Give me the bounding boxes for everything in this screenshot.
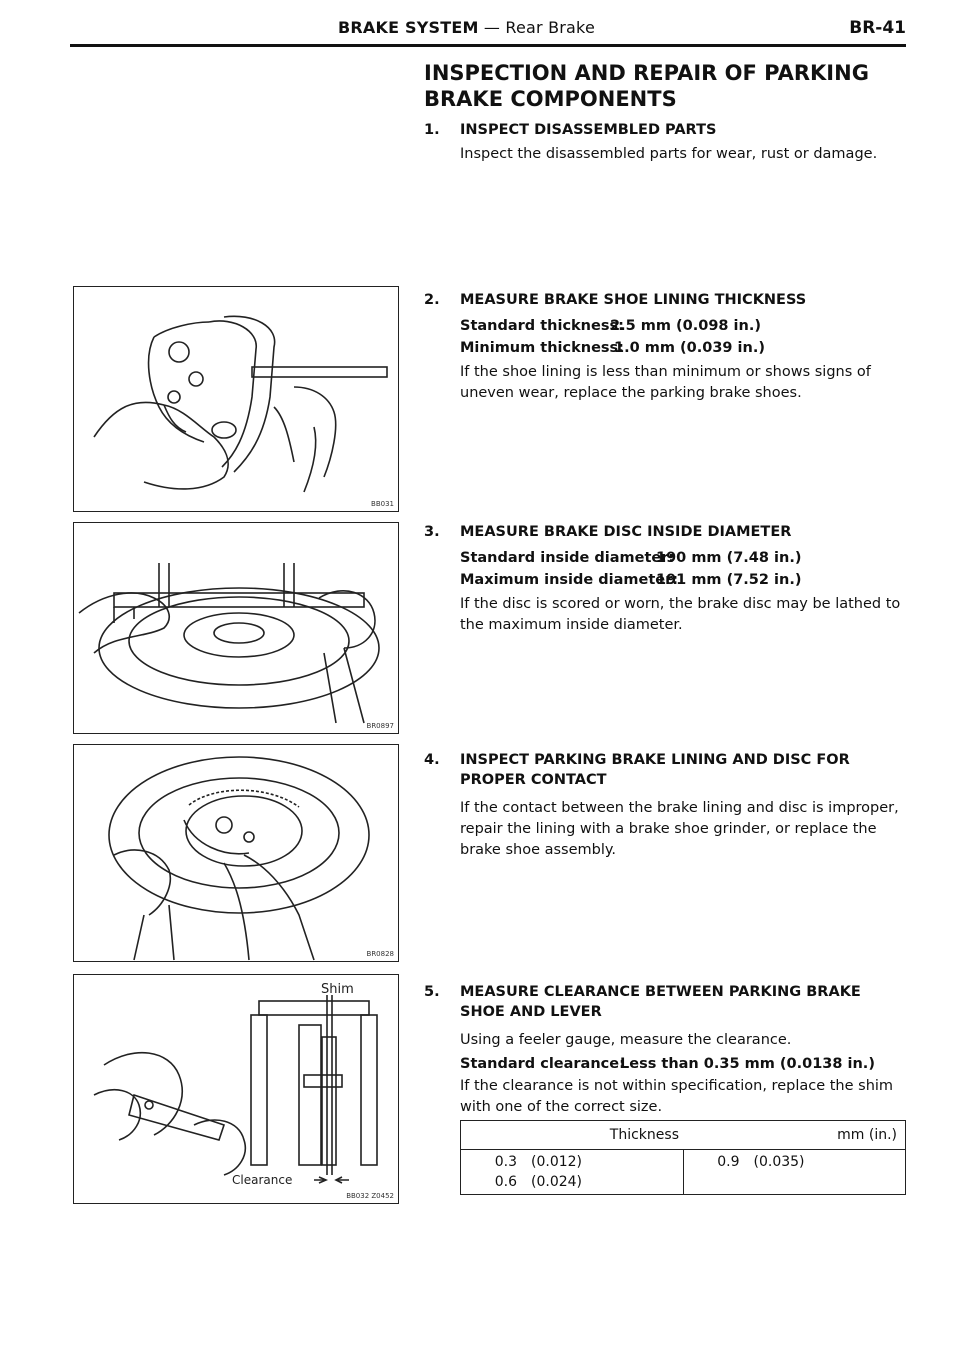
header-subtitle: — Rear Brake xyxy=(478,18,595,37)
section-number: 1. xyxy=(424,122,440,138)
table-value xyxy=(469,1152,675,1172)
figure-lining-contact xyxy=(73,744,399,962)
shim-thickness-table xyxy=(460,1120,906,1195)
table-header-row xyxy=(461,1121,906,1150)
section-title: MEASURE BRAKE DISC INSIDE DIAMETER xyxy=(460,524,792,540)
label-shim: Shim xyxy=(321,982,354,997)
table-cell-col2 xyxy=(683,1150,906,1195)
section-number: 3. xyxy=(424,524,440,540)
spec-value: 1.0 mm (0.039 in.) xyxy=(614,340,765,356)
illustration-lining-contact xyxy=(74,745,398,961)
value-mm: 0.6 xyxy=(494,1174,517,1190)
spec-value: 191 mm (7.52 in.) xyxy=(656,572,802,588)
spec-maximum-inside-diameter xyxy=(460,570,801,591)
spec-minimum-thickness xyxy=(460,338,765,359)
figure-code: BB031 xyxy=(371,500,394,508)
section-4-heading xyxy=(424,750,900,790)
figure-code: BB032 Z0452 xyxy=(346,1192,394,1200)
section-title: MEASURE CLEARANCE BETWEEN PARKING BRAKE SHOE AND LEVER xyxy=(460,984,861,1020)
section-2-body: If the shoe lining is less than minimum or shows signs of uneven wear, replace the parking brake shoes. xyxy=(460,364,871,401)
section-number: 5. xyxy=(424,984,440,1000)
table-value xyxy=(692,1152,898,1172)
section-number: 2. xyxy=(424,292,440,308)
value-in: (0.024) xyxy=(531,1174,583,1190)
section-2-heading xyxy=(424,290,900,310)
figure-shim-clearance xyxy=(73,974,399,1204)
spec-value: Less than 0.35 mm (0.0138 in.) xyxy=(620,1056,875,1072)
table-row xyxy=(461,1150,906,1195)
section-1-heading xyxy=(424,120,900,140)
figure-disc-diameter-measure xyxy=(73,522,399,734)
spec-label: Standard inside diameter: xyxy=(460,550,675,566)
spec-standard-thickness xyxy=(460,316,761,337)
spec-label: Standard thickness: xyxy=(460,318,624,334)
header-title xyxy=(338,18,595,37)
section-5-heading xyxy=(424,982,900,1022)
section-title: MEASURE BRAKE SHOE LINING THICKNESS xyxy=(460,292,807,308)
header-rule xyxy=(70,44,906,47)
page-number: BR-41 xyxy=(849,18,906,38)
figure-code: BR0828 xyxy=(366,950,394,958)
section-5-intro: Using a feeler gauge, measure the clearance. xyxy=(460,1032,792,1048)
section-title: INSPECT DISASSEMBLED PARTS xyxy=(460,122,717,138)
table-cell-col1 xyxy=(461,1150,684,1195)
spec-value: 190 mm (7.48 in.) xyxy=(656,550,802,566)
illustration-disc-caliper xyxy=(74,523,398,733)
header-title-main: BRAKE SYSTEM xyxy=(338,18,479,37)
page-header xyxy=(70,18,906,40)
value-mm: 0.3 xyxy=(494,1154,517,1170)
value-in: (0.035) xyxy=(753,1154,805,1170)
page-title: INSPECTION AND REPAIR OF PARKING BRAKE COMPONENTS xyxy=(424,61,869,111)
section-5-body: If the clearance is not within specification, replace the shim with one of the correct size. xyxy=(460,1078,894,1115)
table-header-unit: mm (in.) xyxy=(837,1127,897,1143)
section-title: INSPECT PARKING BRAKE LINING AND DISC FOR PROPER CONTACT xyxy=(460,752,850,788)
table-value xyxy=(469,1172,675,1192)
section-number: 4. xyxy=(424,752,440,768)
spec-standard-clearance xyxy=(460,1054,875,1075)
illustration-shim-clearance xyxy=(74,975,398,1203)
section-1-body: Inspect the disassembled parts for wear, rust or damage. xyxy=(460,146,878,162)
spec-standard-inside-diameter xyxy=(460,548,801,569)
section-3-body: If the disc is scored or worn, the brake disc may be lathed to the maximum inside diameter. xyxy=(460,596,901,633)
table-header-cell xyxy=(461,1121,906,1150)
spec-label: Maximum inside diameter: xyxy=(460,572,679,588)
value-in: (0.012) xyxy=(531,1154,583,1170)
section-3-heading xyxy=(424,522,900,542)
value-mm: 0.9 xyxy=(717,1154,740,1170)
label-clearance: Clearance xyxy=(232,1173,293,1187)
section-4-body: If the contact between the brake lining and disc is improper, repair the lining with a brake shoe grinder, or replace the brake shoe assembly. xyxy=(460,800,899,858)
table-header-thickness: Thickness xyxy=(609,1127,679,1143)
illustration-shoe-lining xyxy=(74,287,398,511)
figure-code: BR0897 xyxy=(366,722,394,730)
figure-shoe-lining-measure xyxy=(73,286,399,512)
spec-label: Standard clearance: xyxy=(460,1056,625,1072)
spec-value: 2.5 mm (0.098 in.) xyxy=(610,318,761,334)
spec-label: Minimum thickness: xyxy=(460,340,624,356)
